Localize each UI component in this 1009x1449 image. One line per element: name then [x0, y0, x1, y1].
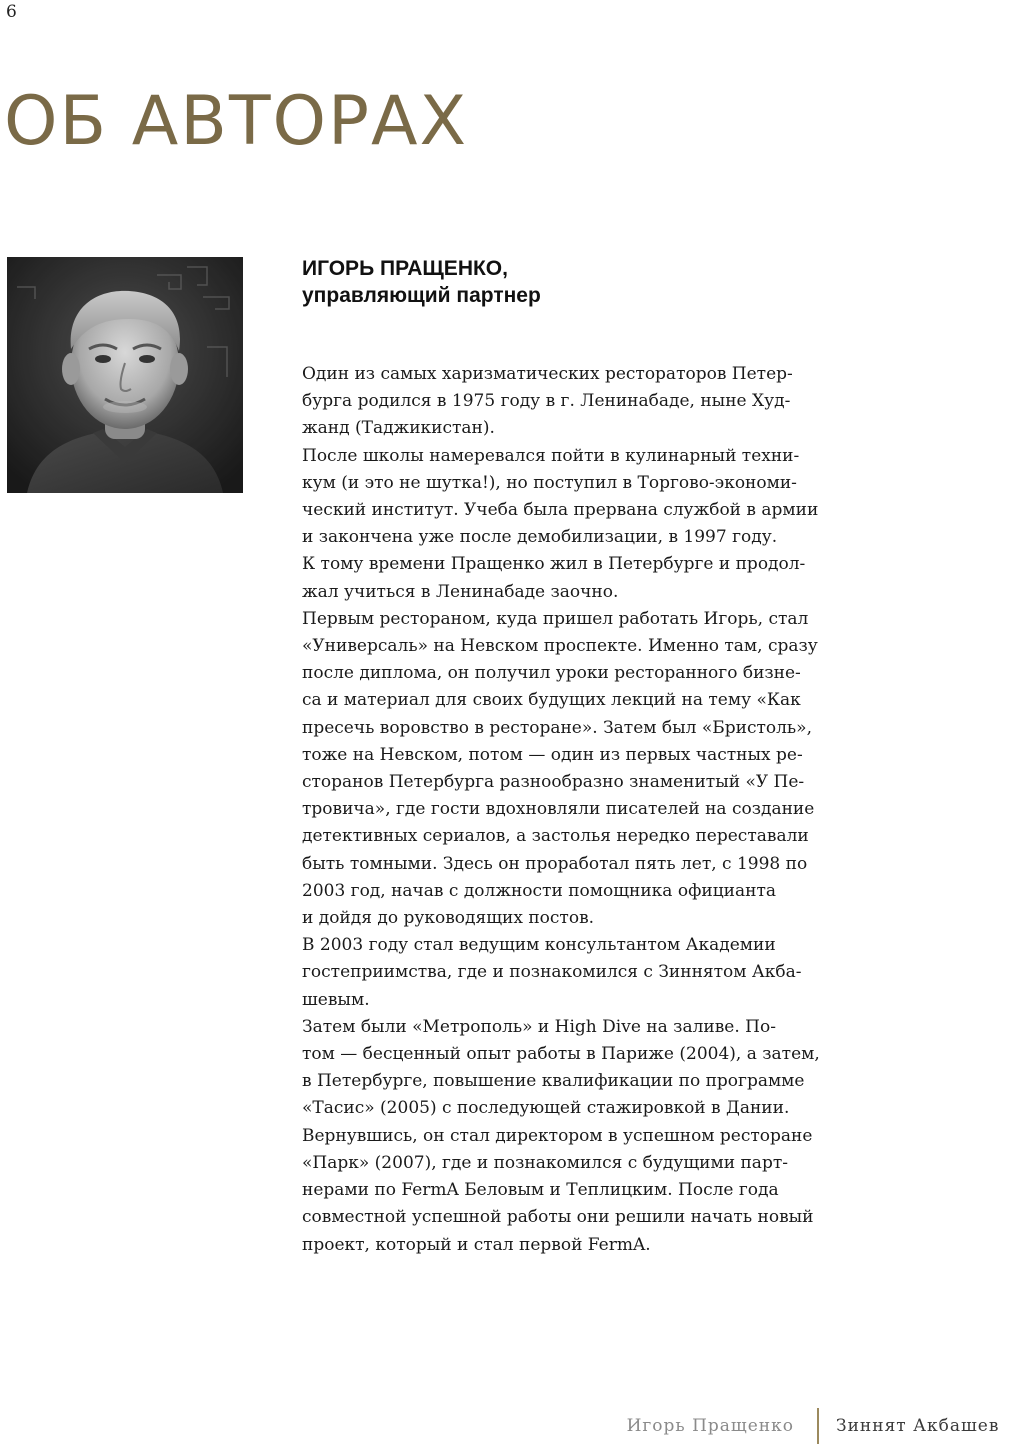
bio-line: проект, который и стал первой FermA. [302, 1234, 651, 1255]
bio-line: После школы намеревался пойти в кулинарный техни- [302, 445, 800, 466]
bio-line: «Универсаль» на Невском проспекте. Именно там, сразу [302, 636, 818, 657]
section-title: ОБ АВТОРАХ [4, 82, 469, 161]
bio-line: тоже на Невском, потом — один из первых частных ре- [302, 744, 803, 765]
bio-line: совместной успешной работы они решили начать новый [302, 1207, 814, 1228]
footer-author-name: Игорь Пращенко [626, 1416, 794, 1436]
footer-divider [817, 1408, 819, 1444]
bio-line: Вернувшись, он стал директором в успешном ресторане [302, 1125, 813, 1146]
bio-line: са и материал для своих будущих лекций на тему «Как [302, 690, 801, 711]
bio-line: гостеприимства, где и познакомился с Зиннятом Акба- [302, 962, 802, 983]
author-portrait-photo [7, 257, 243, 493]
bio-line: Затем были «Метрополь» и High Dive на заливе. По- [302, 1016, 776, 1037]
bio-line: том — бесценный опыт работы в Париже (2004), а затем, [302, 1044, 820, 1065]
page-footer [0, 1408, 1009, 1444]
bio-line: тровича», где гости вдохновляли писателей на создание [302, 799, 815, 820]
bio-line: пресечь воровство в ресторане». Затем был «Бристоль», [302, 717, 812, 738]
footer-coauthor-name: Зиннят Акбашев [836, 1416, 1000, 1436]
bio-line: нерами по FermA Беловым и Теплицким. После года [302, 1180, 779, 1201]
bio-line: в Петербурге, повышение квалификации по программе [302, 1071, 805, 1092]
bio-line: К тому времени Пращенко жил в Петербурге и продол- [302, 554, 806, 575]
author-role: управляющий партнер [302, 284, 541, 307]
author-name: ИГОРЬ ПРАЩЕНКО, [302, 257, 508, 280]
author-biography [302, 361, 862, 1259]
bio-line: ческий институт. Учеба была прервана службой в армии [302, 500, 819, 521]
bio-line: шевым. [302, 989, 370, 1010]
author-portrait [7, 257, 243, 493]
bio-line: Первым рестораном, куда пришел работать Игорь, стал [302, 608, 809, 629]
bio-line: после диплома, он получил уроки ресторанного бизне- [302, 663, 801, 684]
bio-line: и дойдя до руководящих постов. [302, 908, 595, 929]
bio-line: Один из самых харизматических рестораторов Петер- [302, 364, 793, 384]
author-block [302, 255, 862, 1259]
bio-line: 2003 год, начав с должности помощника официанта [302, 880, 776, 901]
page-number: 6 [6, 2, 17, 22]
bio-line: кум (и это не шутка!), но поступил в Торгово-экономи- [302, 472, 797, 493]
bio-line: и закончена уже после демобилизации, в 1997 году. [302, 527, 778, 548]
bio-line: бурга родился в 1975 году в г. Ленинабаде, ныне Худ- [302, 391, 791, 412]
bio-line: сторанов Петербурга разнообразно знаменитый «У Пе- [302, 772, 805, 793]
bio-line: «Парк» (2007), где и познакомился с будущими парт- [302, 1152, 788, 1173]
bio-line: жал учиться в Ленинабаде заочно. [302, 581, 619, 602]
bio-line: «Тасис» (2005) с последующей стажировкой в Дании. [302, 1098, 790, 1119]
bio-line: В 2003 году стал ведущим консультантом Академии [302, 935, 776, 956]
bio-line: быть томными. Здесь он проработал пять лет, с 1998 по [302, 853, 808, 874]
bio-line: детективных сериалов, а застолья нередко переставали [302, 826, 809, 847]
bio-line: жанд (Таджикистан). [302, 418, 495, 439]
